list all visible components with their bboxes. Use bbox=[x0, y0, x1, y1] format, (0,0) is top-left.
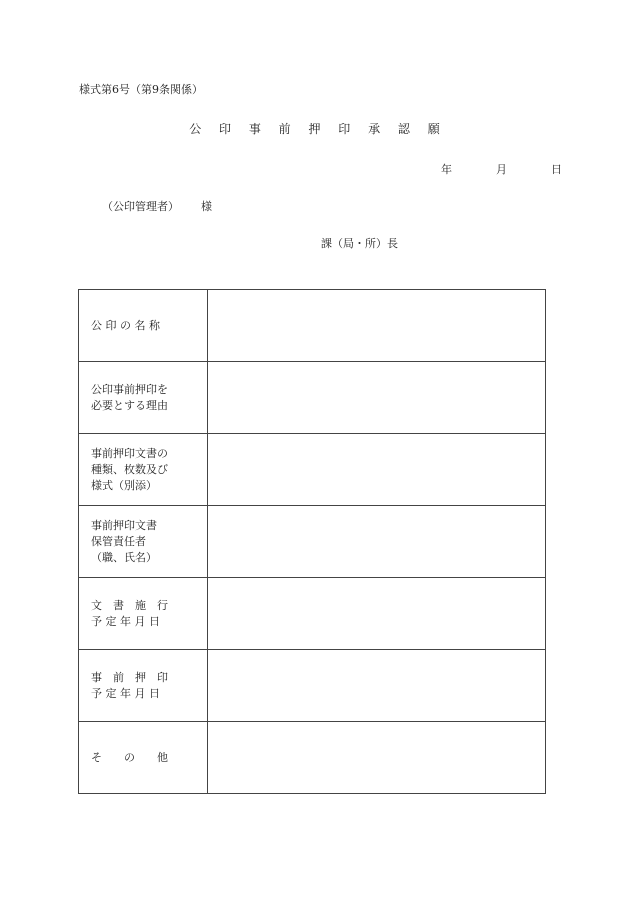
form-row-value-field[interactable] bbox=[208, 434, 546, 506]
addressee bbox=[102, 198, 212, 214]
form-row bbox=[79, 290, 546, 362]
document-title: 公 印 事 前 押 印 承 認 願 bbox=[189, 122, 447, 136]
addressee-name: （公印管理者） bbox=[102, 200, 179, 213]
form-row-label-line: 保管責任者 bbox=[91, 534, 146, 548]
date-line bbox=[441, 161, 562, 177]
form-row-label-line: 種類、枚数及び bbox=[91, 462, 168, 476]
form-row bbox=[79, 722, 546, 794]
form-row-label bbox=[79, 434, 208, 506]
form-row-value-field[interactable] bbox=[208, 578, 546, 650]
form-row-label-line: 事前押印文書 bbox=[91, 518, 157, 532]
form-row-value-field[interactable] bbox=[208, 650, 546, 722]
form-row-label bbox=[79, 578, 208, 650]
form-row-label-line: 様式（別添） bbox=[91, 478, 157, 492]
sender: 課（局・所）長 bbox=[321, 237, 398, 250]
form-row-label-line: （職、氏名） bbox=[91, 550, 157, 564]
form-number: 様式第6号（第9条関係） bbox=[79, 83, 203, 96]
form-row-label bbox=[79, 650, 208, 722]
form-row bbox=[79, 362, 546, 434]
form-row-value-field[interactable] bbox=[208, 722, 546, 794]
form-row-label-line: 公印事前押印を bbox=[91, 382, 168, 396]
form-row-label-line: 必要とする理由 bbox=[91, 398, 168, 412]
form-row-label-line: そ の 他 bbox=[91, 750, 168, 764]
form-row-label bbox=[79, 290, 208, 362]
form-row bbox=[79, 650, 546, 722]
form-row-value-field[interactable] bbox=[208, 506, 546, 578]
form-row-label-line: 予 定 年 月 日 bbox=[91, 686, 160, 700]
form-row-label-line: 公 印 の 名 称 bbox=[91, 318, 160, 332]
form-row-label bbox=[79, 362, 208, 434]
form-row-label-line: 事 前 押 印 bbox=[91, 670, 168, 684]
form-row-value-field[interactable] bbox=[208, 290, 546, 362]
form-row-label-line: 予 定 年 月 日 bbox=[91, 614, 160, 628]
date-year-label: 年 bbox=[441, 163, 452, 176]
form-row-value-field[interactable] bbox=[208, 362, 546, 434]
date-day-label: 日 bbox=[551, 163, 562, 176]
form-row bbox=[79, 506, 546, 578]
form-row-label-line: 文 書 施 行 bbox=[91, 598, 168, 612]
form-row-label-line: 事前押印文書の bbox=[91, 446, 168, 460]
date-month-label: 月 bbox=[496, 163, 507, 176]
form-table-body bbox=[79, 290, 546, 794]
application-form-table bbox=[78, 289, 546, 794]
form-row-label bbox=[79, 722, 208, 794]
form-row bbox=[79, 434, 546, 506]
form-row bbox=[79, 578, 546, 650]
form-row-label bbox=[79, 506, 208, 578]
addressee-honorific: 様 bbox=[201, 200, 212, 213]
